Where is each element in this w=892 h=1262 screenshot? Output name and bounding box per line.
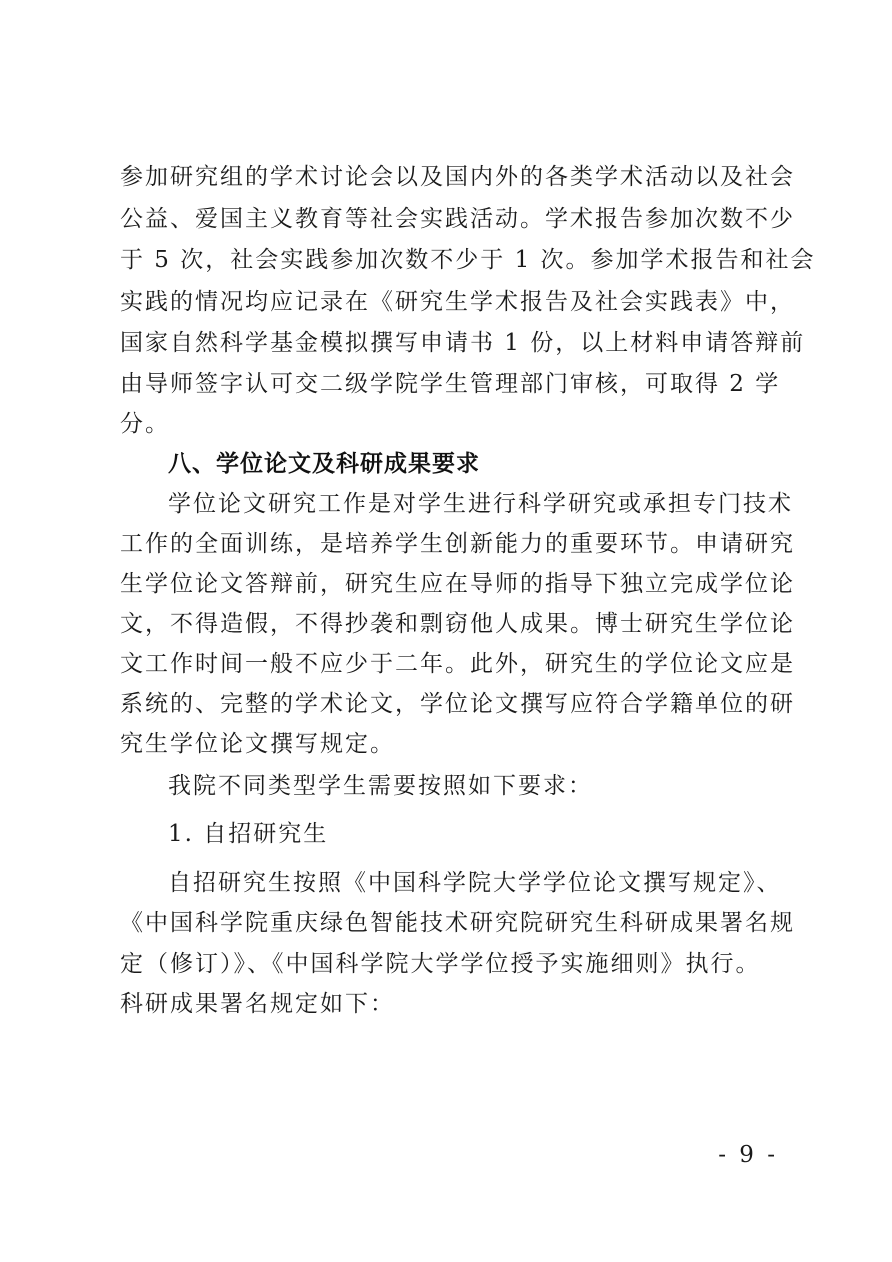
paragraph-line: 文，不得造假，不得抄袭和剽窃他人成果。博士研究生学位论	[120, 611, 795, 637]
paragraph-line: 学位论文研究工作是对学生进行科学研究或承担专门技术	[168, 491, 793, 517]
paragraph-line: 自招研究生按照《中国科学院大学学位论文撰写规定》、	[168, 870, 782, 896]
page-number: - 9 -	[718, 1142, 778, 1168]
subsection-heading: 1. 自招研究生	[168, 821, 329, 847]
paragraph-line: 究生学位论文撰写规定。	[120, 731, 395, 757]
paragraph-line: 我院不同类型学生需要按照如下要求：	[168, 773, 593, 799]
paragraph-line: 国家自然科学基金模拟撰写申请书 1 份，以上材料申请答辩前	[120, 330, 806, 356]
paragraph-line: 工作的全面训练，是培养学生创新能力的重要环节。申请研究	[120, 531, 795, 557]
paragraph-line: 《中国科学院重庆绿色智能技术研究院研究生科研成果署名规	[120, 910, 795, 936]
paragraph-line: 参加研究组的学术讨论会以及国内外的各类学术活动以及社会	[120, 164, 795, 190]
paragraph-line: 实践的情况均应记录在《研究生学术报告及社会实践表》中，	[120, 289, 795, 315]
paragraph-line: 定（修订）》、《中国科学院大学学位授予实施细则》执行。	[120, 951, 761, 977]
paragraph-line: 于 5 次，社会实践参加次数不少于 1 次。参加学术报告和社会	[120, 247, 816, 273]
paragraph-line: 由导师签字认可交二级学院学生管理部门审核，可取得 2 学	[120, 371, 781, 397]
paragraph-line: 文工作时间一般不应少于二年。此外，研究生的学位论文应是	[120, 651, 795, 677]
paragraph-line: 系统的、完整的学术论文，学位论文撰写应符合学籍单位的研	[120, 691, 795, 717]
paragraph-line: 生学位论文答辩前，研究生应在导师的指导下独立完成学位论	[120, 571, 795, 597]
paragraph-line: 科研成果署名规定如下：	[120, 991, 395, 1017]
paragraph-line: 分。	[120, 411, 170, 437]
paragraph-line: 公益、爱国主义教育等社会实践活动。学术报告参加次数不少	[120, 206, 795, 232]
section-heading: 八、学位论文及科研成果要求	[168, 451, 480, 477]
